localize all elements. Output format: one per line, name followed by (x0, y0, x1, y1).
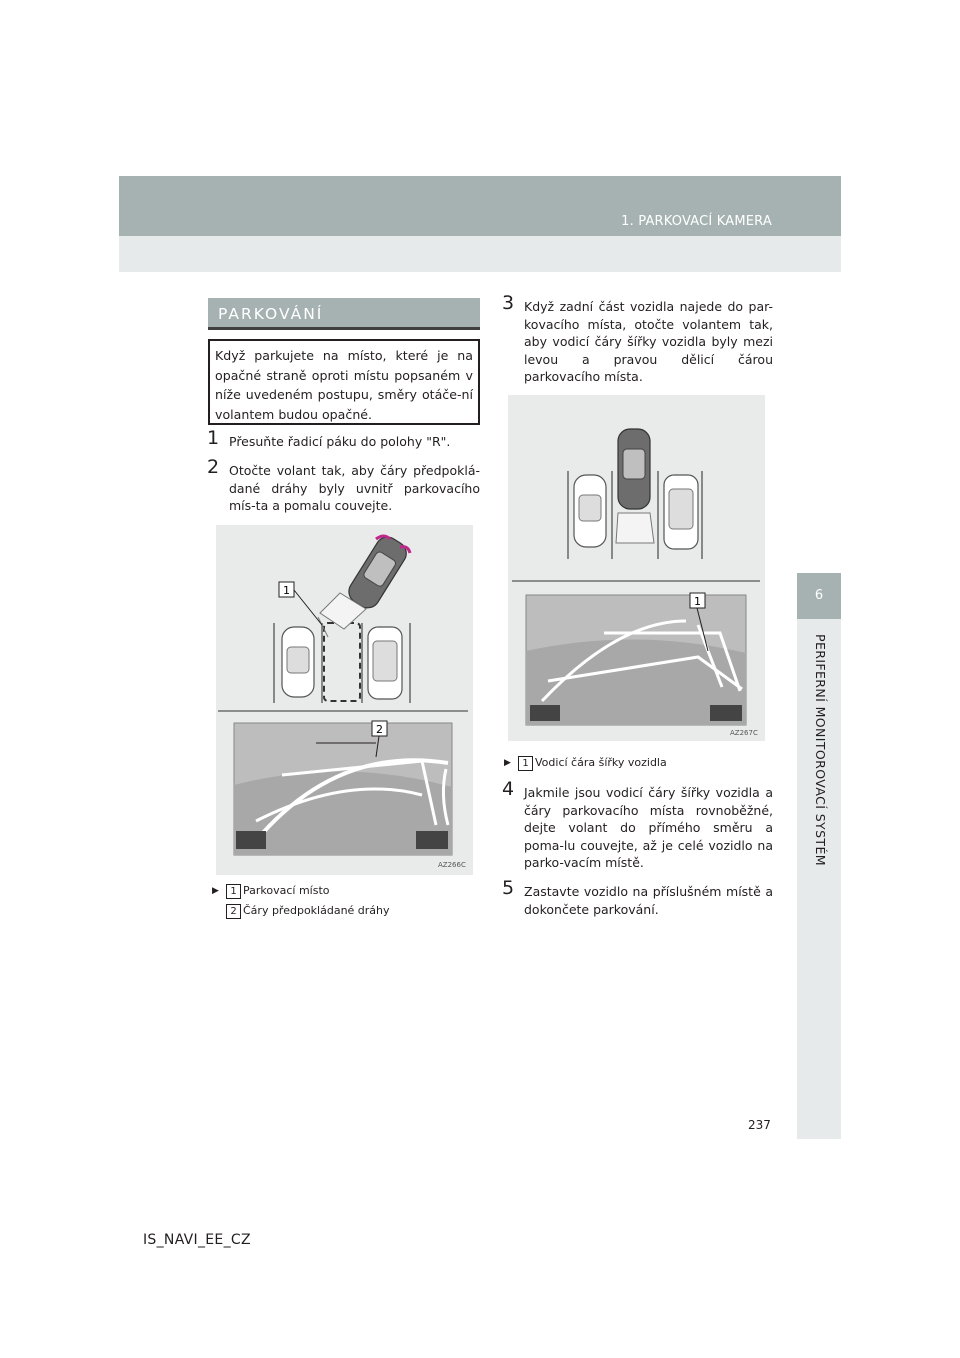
legend-text: Parkovací místo (243, 884, 330, 897)
figure2-legend (504, 755, 774, 773)
step-1 (207, 427, 480, 451)
legend-number: 1 (226, 884, 241, 899)
section-title: 1. PARKOVACÍ KAMERA (621, 214, 772, 229)
step-4 (502, 778, 773, 872)
figure-code: AZ266C (438, 861, 466, 869)
parking-diagram-1 (216, 525, 473, 875)
step-number: 4 (502, 778, 515, 800)
header-subband (119, 236, 841, 272)
step-text: Otočte volant tak, aby čáry předpoklá-dané dráhy byly uvnitř parkovacího mís-ta a pomalu couvejte. (229, 463, 480, 513)
step-2 (207, 456, 480, 515)
parking-diagram-2 (508, 395, 765, 741)
figure-parking-step3 (508, 395, 765, 741)
legend-item (212, 883, 482, 901)
callout-1: 1 (694, 595, 701, 608)
legend-item (212, 901, 482, 919)
step-text: Zastavte vozidlo na příslušném místě a dokončete parkování. (524, 884, 773, 917)
step-text: Přesuňte řadicí páku do polohy "R". (229, 434, 451, 449)
pointer-icon: ▶ (504, 758, 511, 768)
step-number: 3 (502, 292, 515, 314)
step-number: 1 (207, 427, 220, 449)
step-3 (502, 292, 773, 386)
figure-parking-step2 (216, 525, 473, 875)
step-5 (502, 877, 773, 918)
step-number: 2 (207, 456, 220, 478)
parking-heading: PARKOVÁNÍ (208, 298, 480, 330)
step-text: Když zadní část vozidla najede do par-kovacího místa, otočte volantem tak, aby vodicí čáry šířky vozidla byly mezi levou a pravou dělicí čárou parkovacího místa. (524, 299, 773, 384)
note-text: Když parkujete na místo, které je na opačné straně oproti místu popsaném v níže uvedeném postupu, směry otáče-ní volantem budou opačné. (215, 348, 473, 422)
step-text: Jakmile jsou vodicí čáry šířky vozidla a čáry parkovacího místa rovnoběžné, dejte volant do přímého směru a poma-lu couvejte, až je celé vozidlo na parko-vacím místě. (524, 785, 773, 870)
note-box (208, 339, 480, 425)
page-number: 237 (748, 1118, 771, 1132)
step-number: 5 (502, 877, 515, 899)
figure1-legend (212, 883, 482, 919)
legend-number: 2 (226, 904, 241, 919)
callout-2: 2 (376, 723, 383, 736)
legend-text: Vodicí čára šířky vozidla (535, 756, 667, 769)
legend-item (504, 755, 774, 773)
pointer-icon: ▶ (212, 886, 219, 896)
figure-code: AZ267C (730, 729, 758, 737)
document-id: IS_NAVI_EE_CZ (143, 1232, 251, 1248)
legend-text: Čáry předpokládané dráhy (243, 904, 390, 917)
callout-1: 1 (283, 584, 290, 597)
chapter-title: PERIFERNÍ MONITOROVACÍ SYSTÉM (813, 634, 828, 866)
chapter-number-tab: 6 (797, 573, 841, 619)
legend-number: 1 (518, 756, 533, 771)
